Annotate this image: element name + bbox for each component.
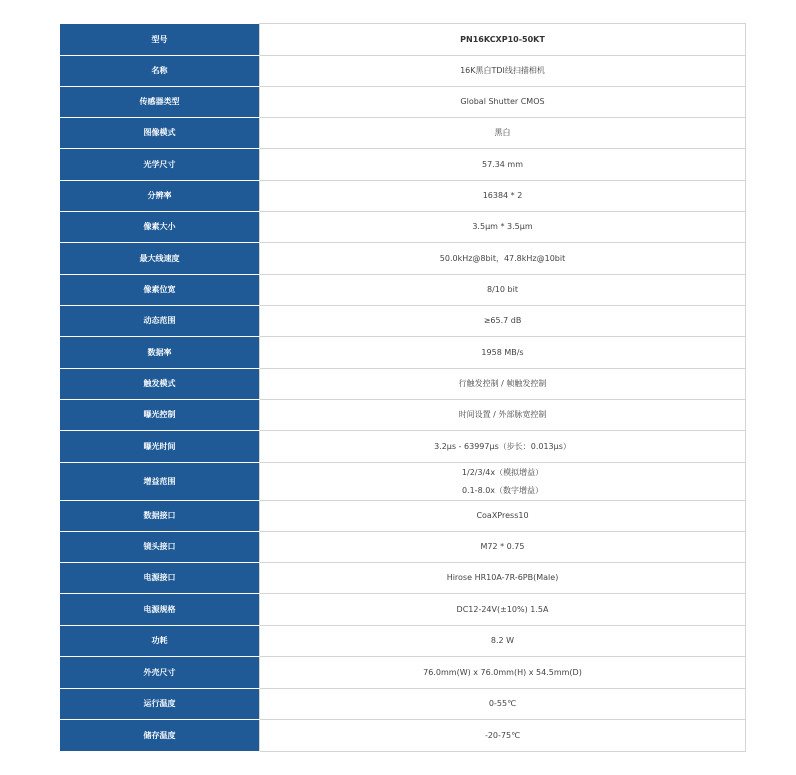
spec-value: 0-55℃ — [260, 689, 746, 720]
spec-value: ≥65.7 dB — [260, 306, 746, 337]
spec-value: 16K黑白TDI线扫描相机 — [260, 56, 746, 87]
spec-label: 电源规格 — [60, 594, 260, 626]
spec-row-power-consumption — [60, 626, 746, 657]
spec-value: 黑白 — [260, 118, 746, 149]
spec-row-gain-range — [60, 463, 746, 501]
spec-row-storage-temp — [60, 720, 746, 752]
spec-label: 功耗 — [60, 626, 260, 657]
spec-label: 像素大小 — [60, 212, 260, 243]
spec-row-data-interface — [60, 501, 746, 532]
spec-row-pixel-size — [60, 212, 746, 243]
spec-row-image-mode — [60, 118, 746, 149]
spec-row-trigger-mode — [60, 369, 746, 400]
spec-row-name — [60, 56, 746, 87]
spec-value: 57.34 mm — [260, 149, 746, 181]
gain-analog: 1/2/3/4x（模拟增益） — [461, 467, 544, 477]
spec-table — [59, 23, 746, 752]
spec-label: 图像模式 — [60, 118, 260, 149]
spec-label: 增益范围 — [60, 463, 260, 501]
spec-row-model — [60, 24, 746, 56]
spec-value: 行触发控制 / 帧触发控制 — [260, 369, 746, 400]
spec-label: 储存温度 — [60, 720, 260, 752]
spec-label: 运行温度 — [60, 689, 260, 720]
spec-label: 电源接口 — [60, 563, 260, 594]
spec-value — [260, 463, 746, 501]
spec-value: CoaXPress10 — [260, 501, 746, 532]
spec-label: 曝光时间 — [60, 431, 260, 463]
gain-digital: 0.1-8.0x（数字增益） — [461, 485, 544, 495]
spec-value: Global Shutter CMOS — [260, 87, 746, 118]
spec-label: 数据接口 — [60, 501, 260, 532]
spec-row-power-connector — [60, 563, 746, 594]
spec-label: 触发模式 — [60, 369, 260, 400]
spec-value: DC12-24V(±10%) 1.5A — [260, 594, 746, 626]
spec-label: 最大线速度 — [60, 243, 260, 275]
spec-value: Hirose HR10A-7R-6PB(Male) — [260, 563, 746, 594]
spec-label: 曝光控制 — [60, 400, 260, 431]
spec-value: PN16KCXP10-50KT — [260, 24, 746, 56]
spec-value: 16384 * 2 — [260, 181, 746, 212]
spec-value: 76.0mm(W) x 76.0mm(H) x 54.5mm(D) — [260, 657, 746, 689]
spec-row-exposure-time — [60, 431, 746, 463]
spec-row-pixel-depth — [60, 275, 746, 306]
spec-label: 镜头接口 — [60, 532, 260, 563]
spec-value: 8/10 bit — [260, 275, 746, 306]
spec-label: 名称 — [60, 56, 260, 87]
spec-row-optical-size — [60, 149, 746, 181]
spec-row-lens-mount — [60, 532, 746, 563]
spec-value: 50.0kHz@8bit，47.8kHz@10bit — [260, 243, 746, 275]
spec-value: 3.5μm * 3.5μm — [260, 212, 746, 243]
spec-row-power-spec — [60, 594, 746, 626]
spec-label: 型号 — [60, 24, 260, 56]
spec-label: 外壳尺寸 — [60, 657, 260, 689]
spec-label: 光学尺寸 — [60, 149, 260, 181]
spec-label: 分辨率 — [60, 181, 260, 212]
spec-row-housing-size — [60, 657, 746, 689]
spec-row-data-rate — [60, 337, 746, 369]
spec-row-operating-temp — [60, 689, 746, 720]
spec-label: 数据率 — [60, 337, 260, 369]
spec-value: -20-75℃ — [260, 720, 746, 752]
spec-row-resolution — [60, 181, 746, 212]
spec-value: 3.2μs - 63997μs（步长：0.013μs） — [260, 431, 746, 463]
spec-value: 时间设置 / 外部脉宽控制 — [260, 400, 746, 431]
spec-row-dynamic-range — [60, 306, 746, 337]
spec-row-exposure-control — [60, 400, 746, 431]
spec-value: 1958 MB/s — [260, 337, 746, 369]
spec-value: 8.2 W — [260, 626, 746, 657]
spec-label: 动态范围 — [60, 306, 260, 337]
spec-row-sensor-type — [60, 87, 746, 118]
spec-label: 传感器类型 — [60, 87, 260, 118]
spec-label: 像素位宽 — [60, 275, 260, 306]
spec-value: M72 * 0.75 — [260, 532, 746, 563]
spec-row-max-line-rate — [60, 243, 746, 275]
